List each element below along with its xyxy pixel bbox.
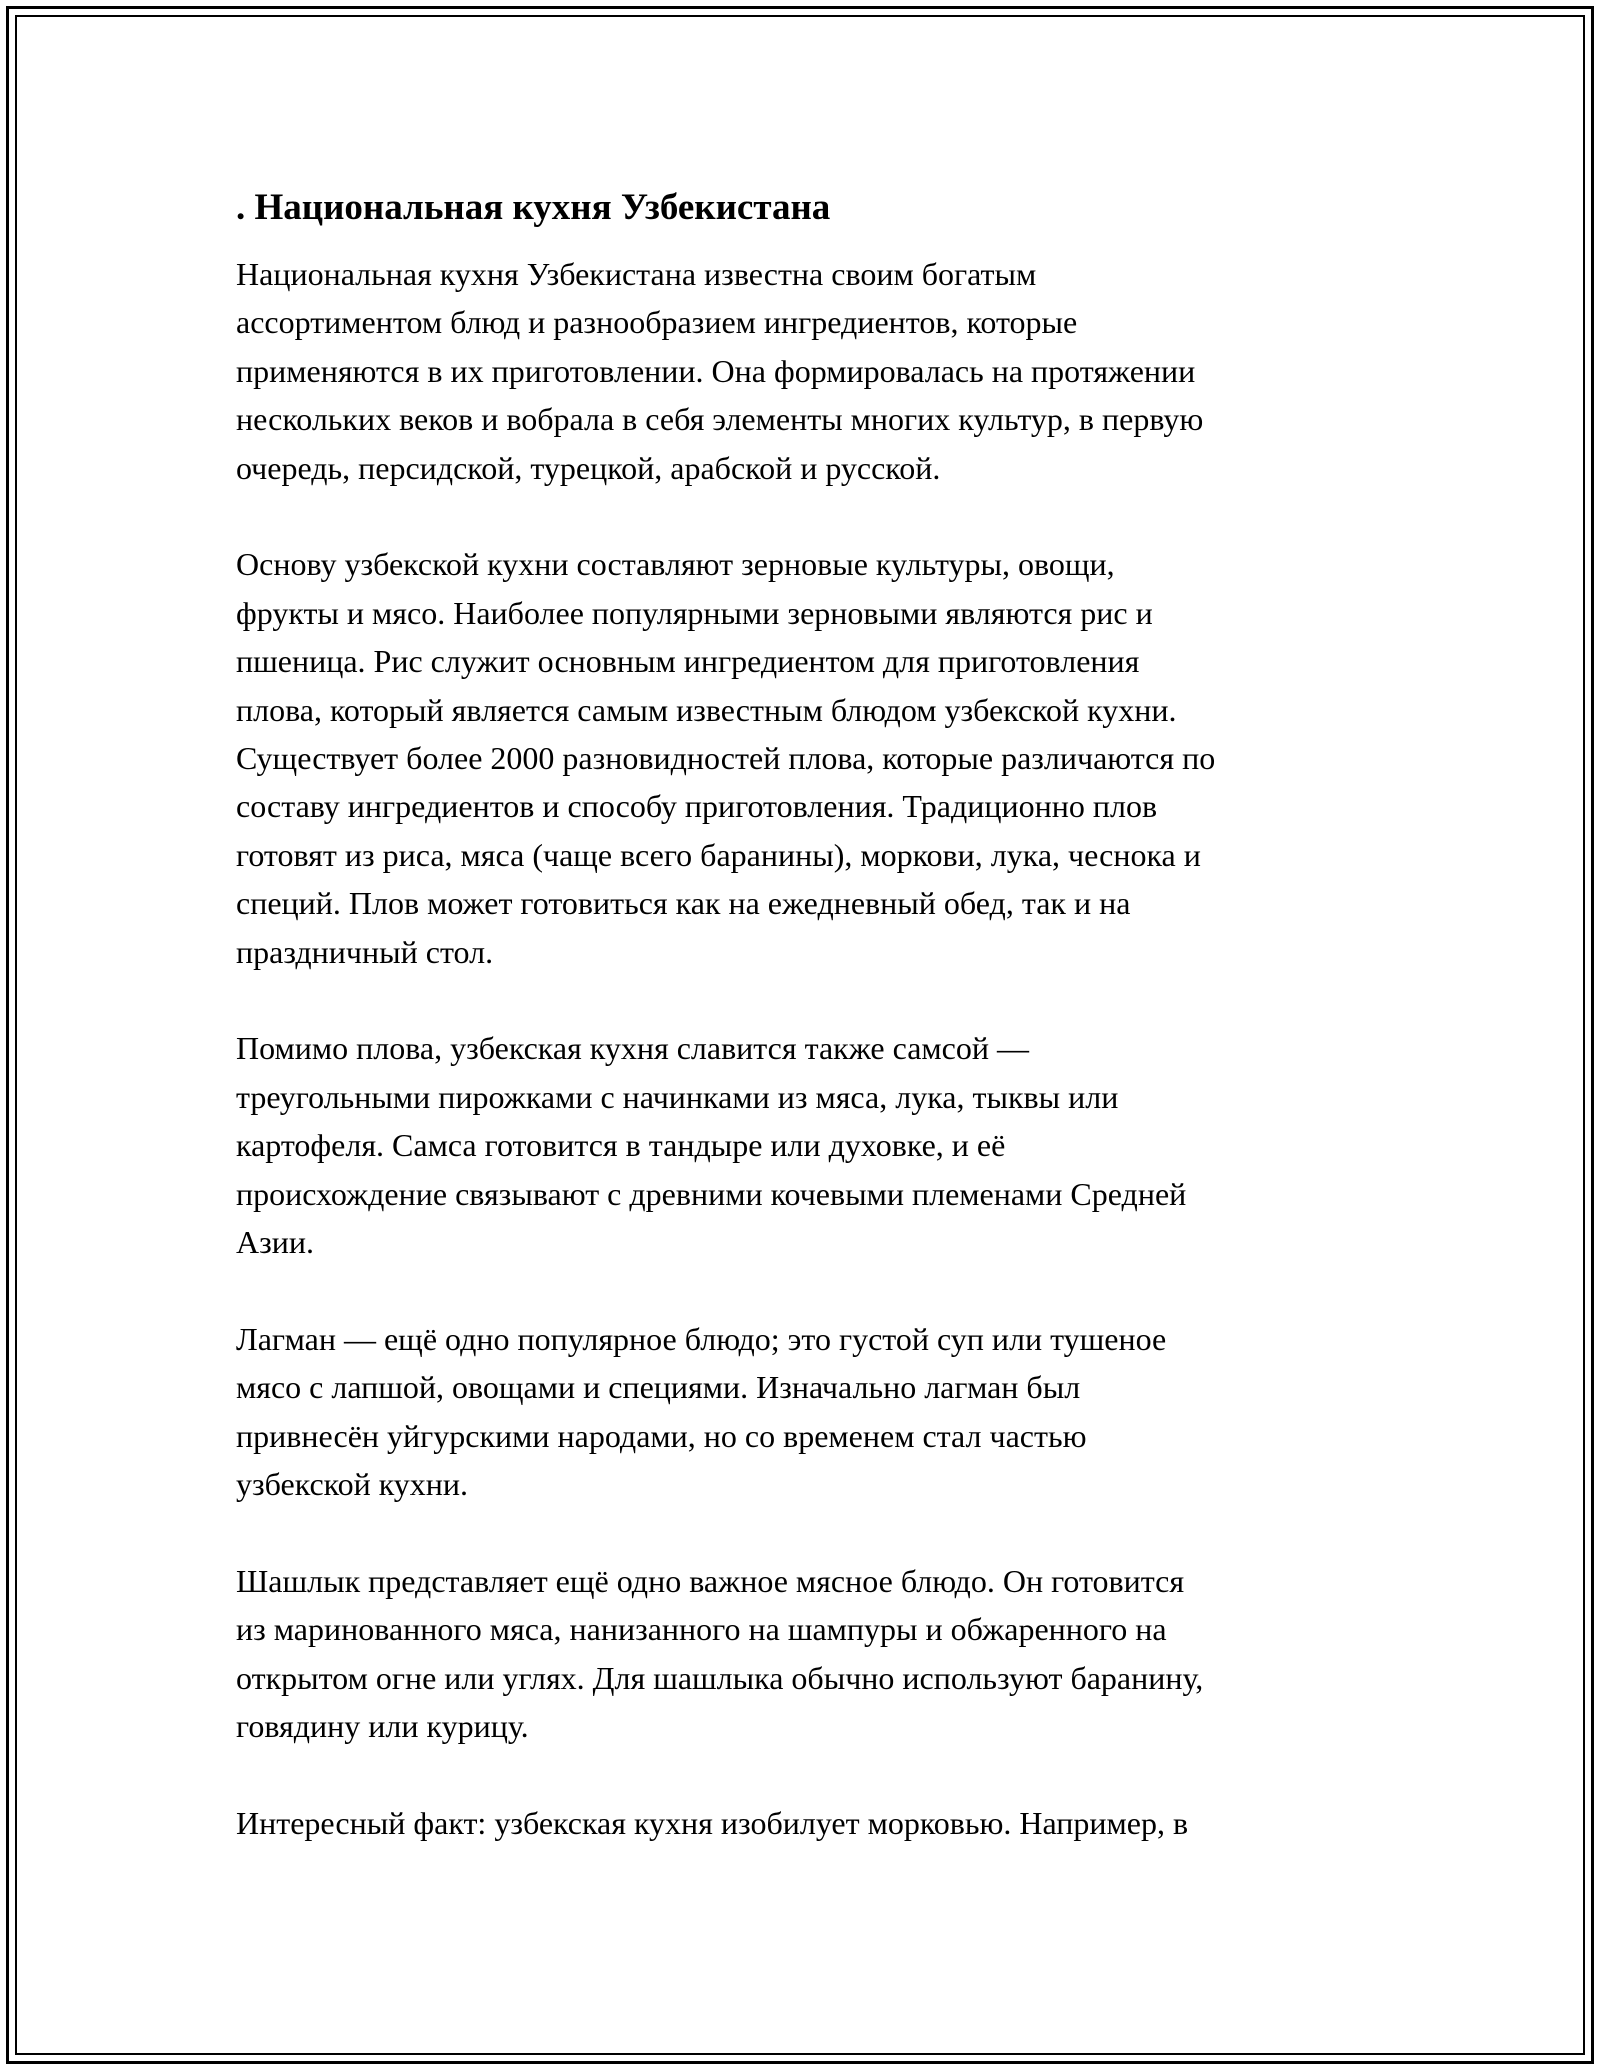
text-line: мясо с лапшой, овощами и специями. Изначально лагман был: [236, 1369, 1081, 1406]
document-body: [236, 184, 1396, 1896]
text-line: нескольких веков и вобрала в себя элементы многих культур, в первую: [236, 401, 1204, 438]
text-line: открытом огне или углях. Для шашлыка обычно используют баранину,: [236, 1659, 1204, 1696]
text-line: применяются в их приготовлении. Она формировалась на протяжении: [236, 352, 1196, 389]
text-line: Национальная кухня Узбекистана известна своим богатым: [236, 256, 1037, 292]
text-line: картофеля. Самса готовится в тандыре или духовке, и её: [236, 1127, 1006, 1164]
text-line: очередь, персидской, турецкой, арабской и русской.: [236, 449, 941, 486]
text-line: составу ингредиентов и способу приготовления. Традиционно плов: [236, 788, 1158, 825]
text-line: плова, который является самым известным блюдом узбекской кухни.: [236, 691, 1177, 728]
text-line: Шашлык представляет ещё одно важное мясное блюдо. Он готовится: [236, 1562, 1185, 1599]
text-line: Азии.: [236, 1224, 314, 1261]
text-line: ассортиментом блюд и разнообразием ингредиентов, которые: [236, 304, 1078, 341]
text-line: пшеница. Рис служит основным ингредиентом для приготовления: [236, 643, 1140, 680]
paragraph-plov: [236, 540, 1396, 976]
text-line: говядину или курицу.: [236, 1708, 529, 1745]
text-line: Существует более 2000 разновидностей плова, которые различаются по: [236, 740, 1216, 777]
text-line: фрукты и мясо. Наиболее популярными зерновыми являются рис и: [236, 594, 1153, 631]
text-line: треугольными пирожками с начинками из мяса, лука, тыквы или: [236, 1078, 1119, 1115]
paragraph-fact: [236, 1799, 1396, 1847]
paragraph-intro: [236, 250, 1396, 492]
text-line: привнесён уйгурскими народами, но со временем стал частью: [236, 1417, 1087, 1454]
text-line: Помимо плова, узбекская кухня славится также самсой —: [236, 1030, 1029, 1067]
text-line: происхождение связывают с древними кочевыми племенами Средней: [236, 1175, 1187, 1212]
paragraph-samsa: [236, 1024, 1396, 1266]
text-line: узбекской кухни.: [236, 1466, 469, 1503]
text-line: из маринованного мяса, нанизанного на шампуры и обжаренного на: [236, 1611, 1167, 1648]
paragraph-shashlik: [236, 1557, 1396, 1751]
paragraph-lagman: [236, 1315, 1396, 1509]
text-line: Интересный факт: узбекская кухня изобилует морковью. Например, в: [236, 1804, 1189, 1841]
text-line: Основу узбекской кухни составляют зерновые культуры, овощи,: [236, 546, 1115, 583]
text-line: готовят из риса, мяса (чаще всего баранины), моркови, лука, чеснока и: [236, 836, 1201, 873]
document-title: . Национальная кухня Узбекистана: [236, 187, 831, 228]
text-line: Лагман — ещё одно популярное блюдо; это густой суп или тушеное: [236, 1320, 1167, 1357]
text-line: праздничный стол.: [236, 933, 494, 970]
text-line: специй. Плов может готовиться как на ежедневный обед, так и на: [236, 885, 1131, 922]
